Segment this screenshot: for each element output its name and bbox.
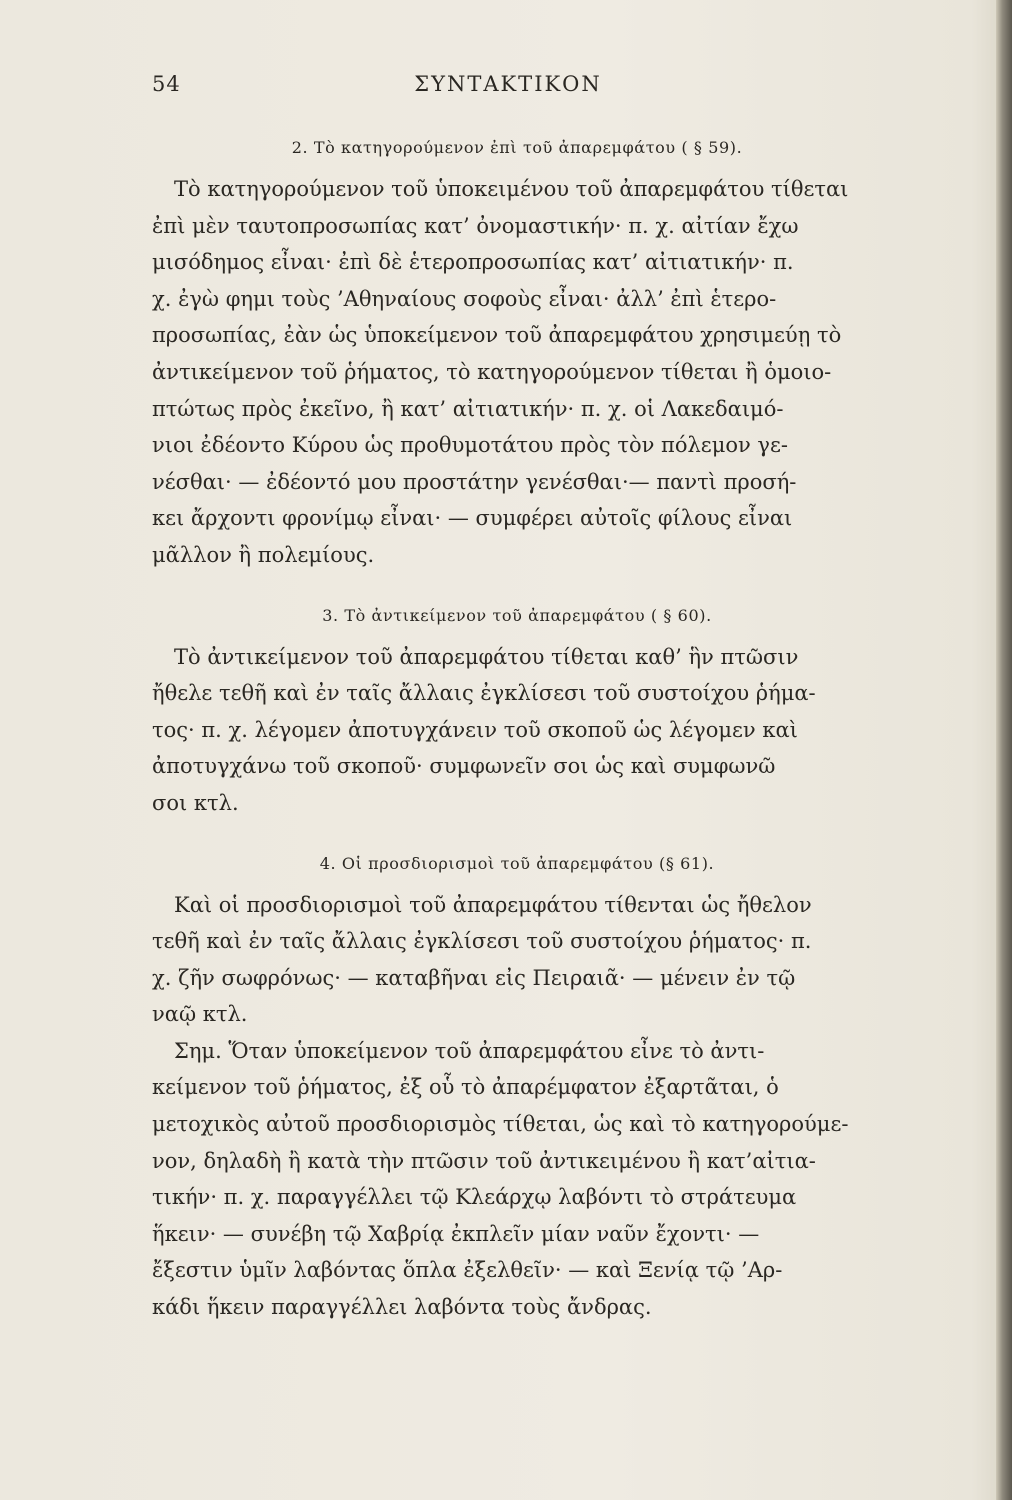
text-line: ἀντικείμενον τοῦ ῥήματος, τὸ κατηγορούμενον τίθεται ἢ ὁμοιο- [152, 359, 832, 384]
text-line: χ. ζῆν σωφρόνως· — καταβῆναι εἰς Πειραιᾶ· — μένειν ἐν τῷ [152, 965, 796, 990]
page-body [152, 128, 882, 1326]
section-heading: 4. Οἱ προσδιορισμοὶ τοῦ ἀπαρεμφάτου (§ 61). [319, 853, 715, 873]
text-line: Τὸ κατηγορούμενον τοῦ ὑποκειμένου τοῦ ἀπαρεμφάτου τίθεται [174, 177, 849, 201]
running-title: ΣΥΝΤΑΚΤΙΚΟΝ [414, 72, 602, 96]
text-line: ἤθελε τεθῆ καὶ ἐν ταῖς ἄλλαις ἐγκλίσεσι τοῦ συστοίχου ῥήμα- [152, 681, 816, 706]
text-line: Τὸ ἀντικείμενον τοῦ ἀπαρεμφάτου τίθεται καθ’ ἣν πτῶσιν [174, 644, 799, 669]
text-line: ἥκειν· — συνέβη τῷ Χαβρίᾳ ἐκπλεῖν μίαν ναῦν ἔχοντι· — [152, 1221, 760, 1246]
paragraph [152, 171, 882, 574]
section-heading: 3. Τὸ ἀντικείμενον τοῦ ἀπαρεμφάτου ( § 60). [322, 605, 712, 625]
text-line: νέσθαι· — ἐδέοντό μου προστάτην γενέσθαι·— παντὶ προσή- [152, 469, 797, 494]
text-line: ἔξεστιν ὑμῖν λαβόντας ὅπλα ἐξελθεῖν· — καὶ Ξενίᾳ τῷ ’Αρ- [152, 1258, 783, 1283]
text-line: κείμενον τοῦ ῥήματος, ἐξ οὗ τὸ ἀπαρέμφατον ἐξαρτᾶται, ὁ [152, 1075, 779, 1100]
text-line: τος· π. χ. λέγομεν ἀποτυγχάνειν τοῦ σκοποῦ ὡς λέγομεν καὶ [152, 717, 798, 742]
text-line: σοι κτλ. [152, 790, 239, 815]
text-line: κάδι ἥκειν παραγγέλλει λαβόντα τοὺς ἄνδρας. [152, 1295, 652, 1320]
text-line: μετοχικὸς αὐτοῦ προσδιορισμὸς τίθεται, ὡς καὶ τὸ κατηγορούμε- [152, 1112, 849, 1137]
text-line: ναῷ κτλ. [152, 1002, 248, 1027]
paragraph [152, 887, 882, 1033]
text-line: μᾶλλον ἢ πολεμίους. [152, 542, 375, 567]
text-line: πτώτως πρὸς ἐκεῖνο, ἢ κατ’ αἰτιατικήν· π. χ. οἱ Λακεδαιμό- [152, 396, 784, 421]
text-line: κει ἄρχοντι φρονίμῳ εἶναι· — συμφέρει αὐτοῖς φίλους εἶναι [152, 506, 793, 531]
text-line: προσωπίας, ἐὰν ὡς ὑποκείμενον τοῦ ἀπαρεμφάτου χρησιμεύῃ τὸ [152, 323, 842, 348]
page-header [152, 72, 864, 104]
text-line: τεθῆ καὶ ἐν ταῖς ἄλλαις ἐγκλίσεσι τοῦ συστοίχου ῥήματος· π. [152, 929, 812, 954]
paragraph [152, 639, 882, 822]
text-line: χ. ἐγὼ φημι τοὺς ’Αθηναίους σοφοὺς εἶναι· ἀλλ’ ἐπὶ ἑτερο- [152, 286, 777, 311]
text-line: Σημ. Ὅταν ὑποκείμενον τοῦ ἀπαρεμφάτου εἶνε τὸ ἀντι- [174, 1038, 765, 1063]
text-line: Καὶ οἱ προσδιορισμοὶ τοῦ ἀπαρεμφάτου τίθενται ὡς ἤθελον [174, 892, 812, 917]
page-binding-edge [996, 0, 1012, 1500]
text-line: ἐπὶ μὲν ταυτοπροσωπίας κατ’ ὀνομαστικήν· π. χ. αἰτίαν ἔχω [152, 213, 799, 238]
text-line: τικήν· π. χ. παραγγέλλει τῷ Κλεάρχῳ λαβόντι τὸ στράτευμα [152, 1185, 797, 1210]
text-line: ἀποτυγχάνω τοῦ σκοποῦ· συμφωνεῖν σοι ὡς καὶ συμφωνῶ [152, 754, 776, 779]
text-line: νον, δηλαδὴ ἢ κατὰ τὴν πτῶσιν τοῦ ἀντικειμένου ἢ κατ’αἰτια- [152, 1148, 816, 1173]
section-heading: 2. Τὸ κατηγορούμενον ἐπὶ τοῦ ἀπαρεμφάτου ( § 59). [291, 138, 743, 157]
text-line: νιοι ἐδέοντο Κύρου ὡς προθυμοτάτου πρὸς τὸν πόλεμον γε- [152, 433, 788, 458]
text-line: μισόδημος εἶναι· ἐπὶ δὲ ἑτεροπροσωπίας κατ’ αἰτιατικήν· π. [152, 250, 794, 275]
note-paragraph [152, 1033, 882, 1326]
page-number: 54 [152, 72, 181, 96]
